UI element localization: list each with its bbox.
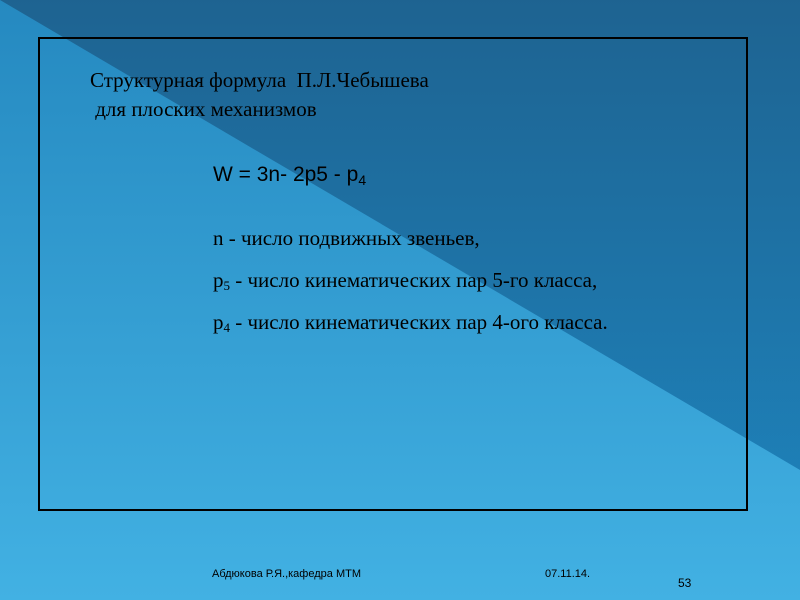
definition-text: - число кинематических пар 5-го класса,	[230, 268, 598, 292]
slide-number: 53	[678, 576, 692, 590]
definition-var: n	[213, 226, 224, 250]
formula-subscript: 4	[358, 172, 367, 188]
title-line-1: Структурная формула П.Л.Чебышева	[90, 68, 429, 92]
definitions-list	[213, 224, 713, 350]
definition-var: p	[213, 268, 224, 292]
definition-sub: 4	[223, 320, 230, 335]
definition-p4	[213, 308, 713, 342]
slide-title	[90, 66, 650, 124]
chebyshev-formula	[213, 163, 366, 188]
definition-text: - число кинематических пар 4-ого класса.	[230, 310, 608, 334]
definition-text: - число подвижных звеньев,	[223, 226, 480, 250]
definition-var: p	[213, 310, 224, 334]
title-line-2: для плоских механизмов	[90, 97, 317, 121]
definition-sub: 5	[223, 278, 230, 293]
definition-n	[213, 224, 713, 258]
footer-author: Абдюкова Р.Я.,кафедра МТМ	[212, 568, 361, 580]
footer-date: 07.11.14.	[545, 568, 591, 580]
definition-p5	[213, 266, 713, 300]
formula-main: W = 3n- 2p5 - p	[213, 163, 359, 186]
